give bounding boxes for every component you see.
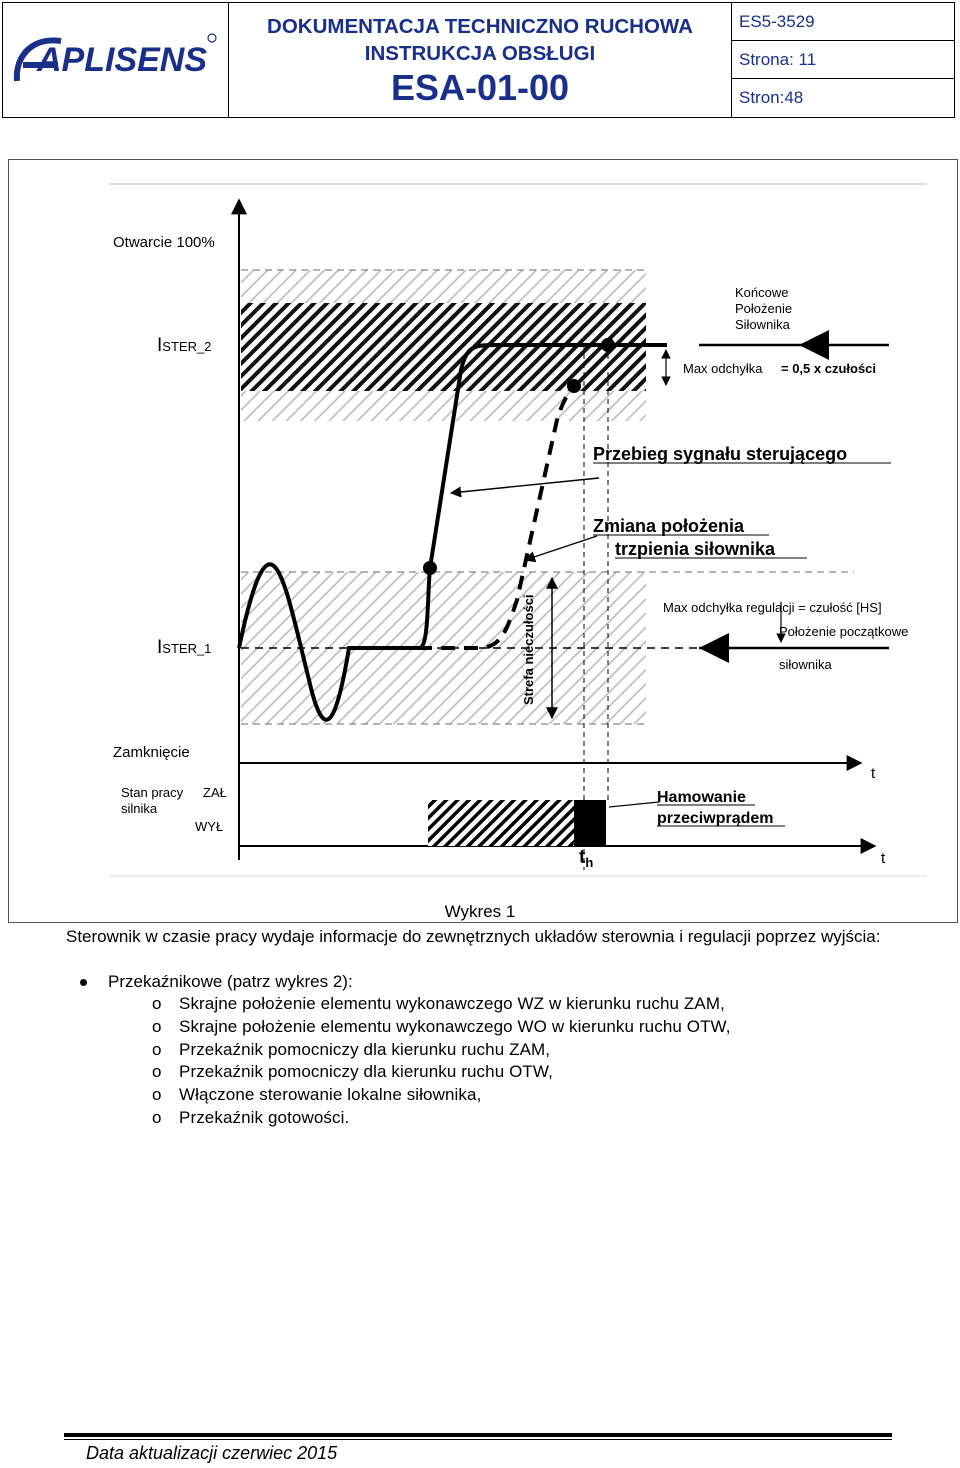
signal-point-lower	[423, 561, 437, 575]
doc-code: ES5-3529	[732, 3, 954, 41]
list-item	[0, 1040, 960, 1063]
upper-light-band-top	[241, 270, 646, 303]
start-position-label-2: siłownika	[779, 657, 832, 672]
position-change-label-1: Zmiana położenia	[593, 516, 745, 536]
open-100-label: Otwarcie 100%	[113, 234, 215, 251]
deadband-label: Strefa nieczułości	[521, 594, 536, 705]
bullet-dot-icon	[80, 979, 87, 986]
bullet-text: Przekaźnikowe (patrz wykres 2):	[108, 972, 353, 991]
braking-interval	[574, 800, 606, 846]
document-header	[2, 2, 955, 118]
position-change-label-2: trzpienia siłownika	[615, 539, 776, 559]
list-marker: o	[152, 1016, 162, 1036]
t-label-upper: t	[871, 765, 876, 782]
company-logo	[3, 3, 229, 117]
list-item	[0, 1085, 960, 1108]
max-deviation-value: = 0,5 x czułości	[781, 361, 877, 376]
list-item-text: Przekaźnik pomocniczy dla kierunku ruchu ZAM,	[179, 1039, 551, 1059]
logo-text: APLISENS	[37, 41, 208, 79]
list-item	[0, 1062, 960, 1085]
actuator-control-diagram	[9, 160, 958, 923]
figure-caption: Wykres 1	[444, 902, 516, 921]
list-item-text: Przekaźnik pomocniczy dla kierunku ruchu OTW,	[179, 1062, 553, 1082]
upper-light-band-bottom	[241, 391, 646, 421]
braking-label-2: przeciwprądem	[657, 810, 774, 827]
motor-off-label: WYŁ	[195, 819, 224, 834]
header-title-block	[229, 3, 732, 117]
footer-date: Data aktualizacji czerwiec 2015	[86, 1443, 338, 1463]
control-signal-label: Przebieg sygnału sterującego	[593, 444, 848, 464]
t-label-lower: t	[881, 850, 886, 867]
end-position-arrow	[799, 330, 829, 360]
max-deviation-label: Max odchyłka	[683, 361, 763, 376]
list-item-text: Włączone sterowanie lokalne siłownika,	[179, 1085, 482, 1105]
list-marker: o	[152, 1085, 162, 1105]
braking-label-1: Hamowanie	[657, 789, 746, 806]
list-item	[0, 1108, 960, 1131]
start-position-label-1: Położenie początkowe	[779, 624, 909, 639]
motor-state-label-2: silnika	[121, 801, 158, 816]
list-marker: o	[152, 1039, 162, 1059]
ister1-label: ISTER_1	[157, 637, 212, 658]
motor-on-label: ZAŁ	[203, 785, 227, 800]
motor-on-interval	[428, 800, 574, 846]
intro-paragraph: Sterownik w czasie pracy wydaje informacje do zewnętrznych układów sterownia i regulacji poprzez wyjścia:	[66, 927, 881, 946]
list-item-text: Przekaźnik gotowości.	[179, 1107, 350, 1127]
aplisens-logo	[3, 3, 229, 117]
ister2-label: ISTER_2	[157, 335, 212, 356]
sub-list	[0, 994, 960, 1131]
actuator-point	[567, 379, 581, 393]
close-label: Zamknięcie	[113, 744, 190, 761]
list-marker: o	[152, 994, 162, 1013]
start-position-arrow	[699, 633, 729, 663]
footer-rule-thin	[64, 1439, 892, 1440]
footer-rule-thick	[64, 1433, 892, 1437]
end-position-label-3: Siłownika	[735, 317, 790, 332]
list-item-text: Skrajne położenie elementu wykonawczego WO w kierunku ruchu OTW,	[179, 1016, 731, 1036]
doc-subtitle: INSTRUKCJA OBSŁUGI	[364, 42, 596, 65]
list-marker: o	[152, 1107, 162, 1127]
end-position-label-1: Końcowe	[735, 285, 789, 300]
motor-state-label-1: Stan pracy	[121, 785, 184, 800]
page-total: Stron:48	[739, 88, 804, 107]
list-item-text: Skrajne położenie elementu wykonawczego WZ w kierunku ruchu ZAM,	[179, 994, 725, 1013]
end-position-label-2: Położenie	[735, 301, 793, 316]
list-item	[0, 1017, 960, 1040]
list-item	[0, 994, 960, 1017]
product-code: ESA-01-00	[390, 67, 570, 108]
page-number: Strona: 11	[732, 41, 954, 79]
th-label: $t_h$	[579, 847, 594, 870]
list-marker: o	[152, 1062, 162, 1082]
max-deviation-reg-label: Max odchyłka regulacji = czułość [HS]	[663, 600, 882, 615]
doc-type-title: DOKUMENTACJA TECHNICZNO RUCHOWA	[267, 15, 693, 38]
diagram-figure	[8, 159, 958, 923]
